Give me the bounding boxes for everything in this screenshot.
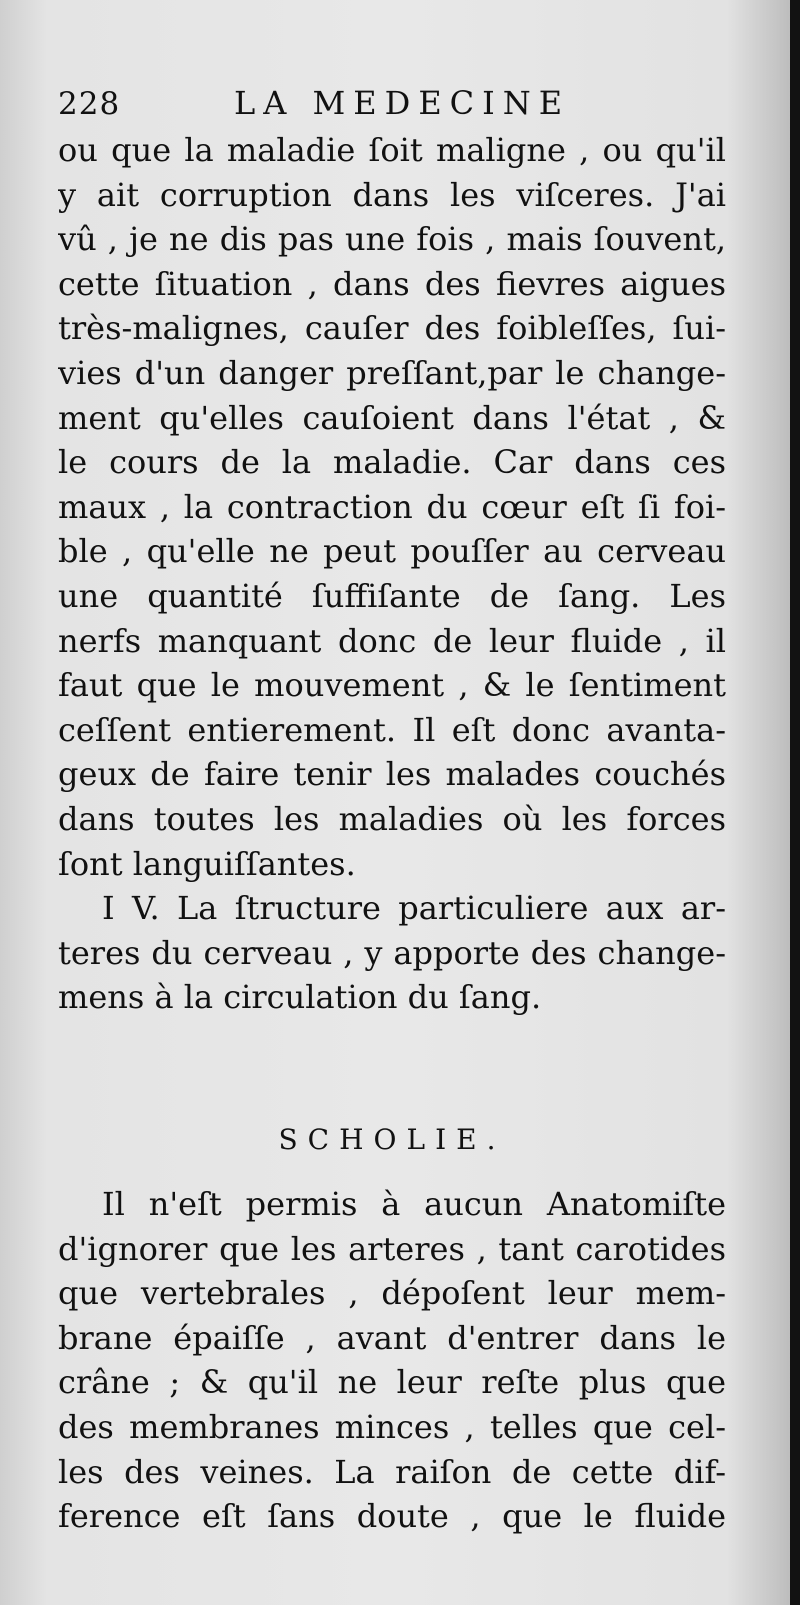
page-number: 228 <box>58 86 121 122</box>
text-line: ment qu'elles cauſoient dans l'état , & <box>58 398 726 437</box>
text-line: crâne ; & qu'il ne leur reſte plus que <box>58 1363 726 1402</box>
text-line: maux , la contraction du cœur eſt ſi foi- <box>58 487 726 526</box>
text-line: d'ignorer que les arteres , tant carotides <box>58 1229 726 1268</box>
section-heading: SCHOLIE. <box>278 1123 506 1156</box>
text-line: ference eſt ſans doute , que le fluide <box>58 1497 726 1536</box>
scholie-section <box>58 1108 726 1539</box>
text-line: ble , qu'elle ne peut pouſſer au cerveau <box>58 532 726 571</box>
text-line: brane épaiſſe , avant d'entrer dans le <box>58 1318 726 1357</box>
text-line: Il n'eſt permis à aucun Anatomiſte <box>102 1185 726 1223</box>
text-line: très-malignes, cauſer des foibleſſes, ſui- <box>58 309 726 348</box>
page-header <box>58 78 718 128</box>
text-line: le cours de la maladie. Car dans ces <box>58 443 726 482</box>
page-edge-shadow <box>790 0 800 1605</box>
text-line: ou que la maladie ſoit maligne , ou qu'il <box>58 131 726 169</box>
text-line: mens à la circulation du ſang. <box>58 978 542 1017</box>
text-line: cette ſituation , dans des fievres aigues <box>58 264 726 303</box>
text-line: geux de faire tenir les malades couchés <box>58 755 726 794</box>
text-line: I V. La ſtructure particuliere aux ar- <box>102 889 726 928</box>
text-line: que vertebrales , dépoſent leur mem- <box>58 1274 726 1313</box>
text-line: vies d'un danger preſſant,par le change- <box>58 353 726 392</box>
body-text <box>58 128 726 1020</box>
text-line: faut que le mouvement , & le ſentiment <box>58 666 726 705</box>
text-line: dans toutes les maladies où les forces <box>58 799 726 838</box>
text-line: nerfs manquant donc de leur fluide , il <box>58 621 726 660</box>
text-line: une quantité ſuffiſante de ſang. Les <box>58 576 726 615</box>
running-title: LA MEDECINE <box>234 84 571 122</box>
text-line: ceſſent entierement. Il eſt donc avanta- <box>58 710 726 749</box>
text-line: les des veines. La raiſon de cette dif- <box>58 1452 726 1491</box>
text-line: des membranes minces , telles que cel- <box>58 1407 726 1446</box>
text-line: teres du cerveau , y apporte des change- <box>58 933 726 972</box>
text-line: y ait corruption dans les viſceres. J'ai <box>58 175 726 214</box>
text-line: ſont languiſſantes. <box>58 844 356 883</box>
text-line: vû , je ne dis pas une fois , mais ſouvent, <box>58 220 726 259</box>
